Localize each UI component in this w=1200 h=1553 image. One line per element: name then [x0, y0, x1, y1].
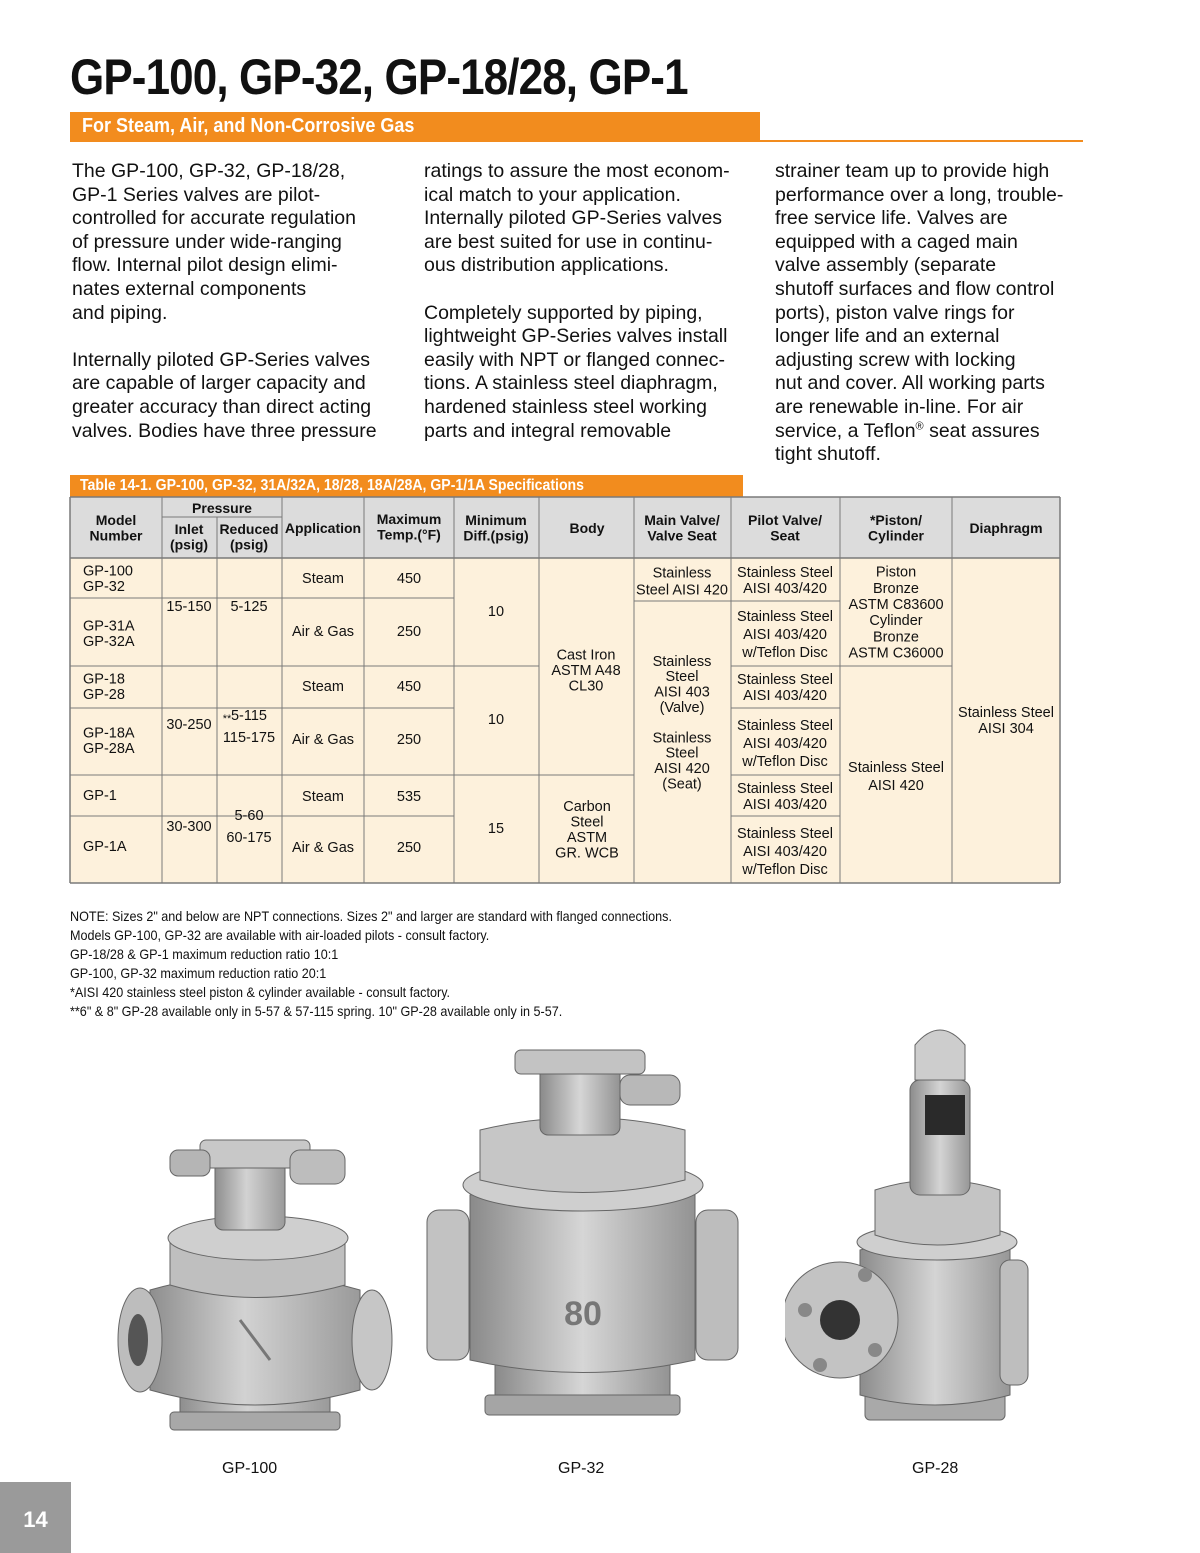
diaphragm: AISI 304 [978, 721, 1034, 738]
application: Air & Gas [291, 732, 355, 749]
inlet-pressure: 30-250 [166, 717, 212, 734]
pilot-valve-seat: Stainless Steel [737, 609, 833, 626]
body-material: CL30 [568, 678, 604, 695]
pilot-valve-seat: Stainless Steel [737, 672, 833, 689]
header-reduced: (psig) [229, 536, 269, 553]
min-diff: 10 [487, 712, 505, 729]
reduced-pressure: 5-115 [230, 708, 268, 725]
piston-cylinder: Piston [875, 564, 917, 581]
application: Air & Gas [291, 840, 355, 857]
piston-cylinder: ASTM C83600 [848, 596, 944, 613]
registered-mark: ® [915, 420, 924, 433]
model-number: GP-1 [83, 788, 117, 805]
body-material: Carbon [563, 798, 611, 815]
reduced-pressure: 60-175 [226, 830, 272, 847]
main-valve-seat: Stainless [652, 565, 712, 582]
min-diff: 10 [487, 604, 505, 621]
gp32-caption: GP-32 [558, 1460, 605, 1477]
pilot-valve-seat: AISI 403/420 [743, 627, 827, 644]
pilot-valve-seat: AISI 403/420 [743, 844, 827, 861]
main-valve-seat: Steel [665, 669, 699, 686]
header-diaphragm: Diaphragm [969, 519, 1043, 536]
model-number: GP-28 [83, 686, 125, 703]
max-temp: 450 [396, 571, 422, 588]
note-line: NOTE: Sizes 2" and below are NPT connections. Sizes 2" and larger are standard with flanged connections. [70, 908, 672, 924]
max-temp: 535 [396, 789, 422, 806]
header-pressure: Pressure [192, 499, 252, 516]
body-material: ASTM [566, 829, 608, 846]
header-piston: Cylinder [867, 527, 925, 544]
notes [70, 907, 672, 1021]
piston-cylinder: Bronze [873, 580, 919, 597]
model-number: GP-18A [83, 725, 135, 742]
main-valve-seat: Steel [665, 745, 699, 762]
gp32-body-mark: 80 [564, 1295, 602, 1333]
min-diff: 15 [487, 821, 505, 838]
piston-cylinder: AISI 420 [868, 778, 924, 795]
gp28-valve-image [785, 1020, 1030, 1440]
header-pilot-valve: Pilot Valve/ [748, 512, 822, 529]
piston-cylinder: Stainless Steel [848, 760, 944, 777]
pilot-valve-seat: w/Teflon Disc [742, 645, 828, 662]
main-valve-seat: (Seat) [662, 776, 702, 793]
max-temp: 250 [396, 732, 422, 749]
page-number: 14 [23, 1507, 48, 1532]
model-number: GP-32 [83, 578, 125, 595]
header-inlet: (psig) [169, 536, 209, 553]
body-material: Steel [570, 814, 604, 831]
piston-cylinder: Bronze [873, 629, 919, 646]
gp100-valve-image [110, 1120, 400, 1445]
pilot-valve-seat: Stainless Steel [737, 781, 833, 798]
max-temp: 250 [396, 624, 422, 641]
header-min-diff: Minimum [465, 512, 527, 529]
page-title: GP-100, GP-32, GP-18/28, GP-1 [70, 49, 688, 105]
pilot-valve-seat: w/Teflon Disc [742, 754, 828, 771]
gp32-valve-image [425, 1040, 740, 1440]
piston-cylinder: ASTM C36000 [848, 645, 944, 662]
pilot-valve-seat: AISI 403/420 [743, 736, 827, 753]
header-main-valve: Valve Seat [647, 527, 717, 544]
model-number: GP-1A [83, 839, 127, 856]
pilot-valve-seat: Stainless Steel [737, 718, 833, 735]
paragraph: Internally piloted GP-Series valves are capable of larger capacity and greater accuracy than direct acting valves. Bodies have three pressure [72, 348, 377, 442]
note-line: **6" & 8" GP-28 available only in 5-57 & 57-115 spring. 10" GP-28 available only in 5-57. [70, 1003, 563, 1019]
gp28-caption: GP-28 [912, 1460, 959, 1477]
pilot-valve-seat: Stainless Steel [737, 565, 833, 582]
main-valve-seat: Steel AISI 420 [636, 582, 728, 599]
paragraph-text: strainer team up to provide high performance over a long, trouble- free service life. Valves are equipped with a caged main valve assembly (separate shutoff surfaces and flow control ports), piston valve rings for longer life and an external adjusting screw with locking nut and cover. All working parts are renewable in-line. For air service, a Teflon [775, 160, 1064, 442]
model-number: GP-18 [83, 671, 125, 688]
inlet-pressure: 15-150 [166, 599, 212, 616]
pilot-valve-seat: w/Teflon Disc [742, 862, 828, 879]
pilot-valve-seat: AISI 403/420 [743, 797, 827, 814]
note-line: GP-18/28 & GP-1 maximum reduction ratio 10:1 [70, 946, 339, 962]
subtitle: For Steam, Air, and Non-Corrosive Gas [82, 115, 415, 137]
note-line: *AISI 420 stainless steel piston & cylinder available - consult factory. [70, 984, 451, 1000]
header-model: Number [89, 527, 143, 544]
note-line: GP-100, GP-32 maximum reduction ratio 20:1 [70, 965, 327, 981]
paragraph: The GP-100, GP-32, GP-18/28, GP-1 Series valves are pilot- controlled for accurate regulation of pressure under wide-ranging flow. Internal pilot design elimi- nates external components and piping. [72, 160, 356, 324]
header-piston: *Piston/ [869, 512, 923, 529]
header-pilot-valve: Seat [770, 527, 800, 544]
paragraph: ratings to assure the most econom- ical match to your application. Internally piloted GP-Series valves are best suited for use in continu- ous distribution applications. [424, 160, 730, 277]
header-main-valve: Main Valve/ [644, 512, 720, 529]
header-body: Body [569, 519, 605, 536]
pilot-valve-seat: Stainless Steel [737, 826, 833, 843]
main-valve-seat: AISI 403 [654, 684, 710, 701]
main-valve-seat: Stainless [652, 730, 712, 747]
model-number: GP-28A [83, 740, 135, 757]
application: Steam [302, 571, 344, 588]
application: Steam [302, 789, 344, 806]
reduced-pressure: 5-125 [230, 599, 268, 616]
header-application: Application [284, 519, 362, 536]
main-valve-seat: Stainless [652, 653, 712, 670]
body-material: Cast Iron [556, 647, 616, 664]
inlet-pressure: 30-300 [166, 819, 212, 836]
max-temp: 250 [396, 840, 422, 857]
header-inlet: Inlet [174, 521, 204, 538]
body-material: ASTM A48 [551, 663, 621, 680]
header-model: Model [95, 512, 137, 529]
header-max-temp: Temp.(°F) [377, 526, 441, 543]
piston-cylinder: Cylinder [869, 613, 923, 630]
table-caption: Table 14-1. GP-100, GP-32, 31A/32A, 18/28, 18A/28A, GP-1/1A Specifications [80, 477, 584, 494]
paragraph: Completely supported by piping, lightweight GP-Series valves install easily with NPT or flanged connec- tions. A stainless steel diaphragm, hardened stainless steel working parts and integral removable [424, 301, 728, 442]
model-number: GP-31A [83, 618, 135, 635]
header-min-diff: Diff.(psig) [463, 527, 529, 544]
note-line: Models GP-100, GP-32 are available with air-loaded pilots - consult factory. [70, 927, 490, 943]
pilot-valve-seat: AISI 403/420 [743, 688, 827, 705]
footnote-mark: ** [222, 712, 232, 725]
pilot-valve-seat: AISI 403/420 [743, 581, 827, 598]
paragraph-text: seat assures tight shutoff. [775, 419, 1040, 466]
header-max-temp: Maximum [376, 511, 442, 528]
reduced-pressure: 115-175 [222, 730, 276, 747]
application: Steam [302, 679, 344, 696]
model-number: GP-100 [83, 563, 133, 580]
main-valve-seat: AISI 420 [654, 760, 710, 777]
main-valve-seat: (Valve) [659, 699, 705, 716]
model-number: GP-32A [83, 633, 135, 650]
diaphragm: Stainless Steel [958, 705, 1054, 722]
max-temp: 450 [396, 679, 422, 696]
header-reduced: Reduced [219, 521, 279, 538]
body-material: GR. WCB [555, 845, 619, 862]
reduced-pressure: 5-60 [234, 808, 264, 825]
gp100-caption: GP-100 [222, 1460, 278, 1477]
application: Air & Gas [291, 624, 355, 641]
